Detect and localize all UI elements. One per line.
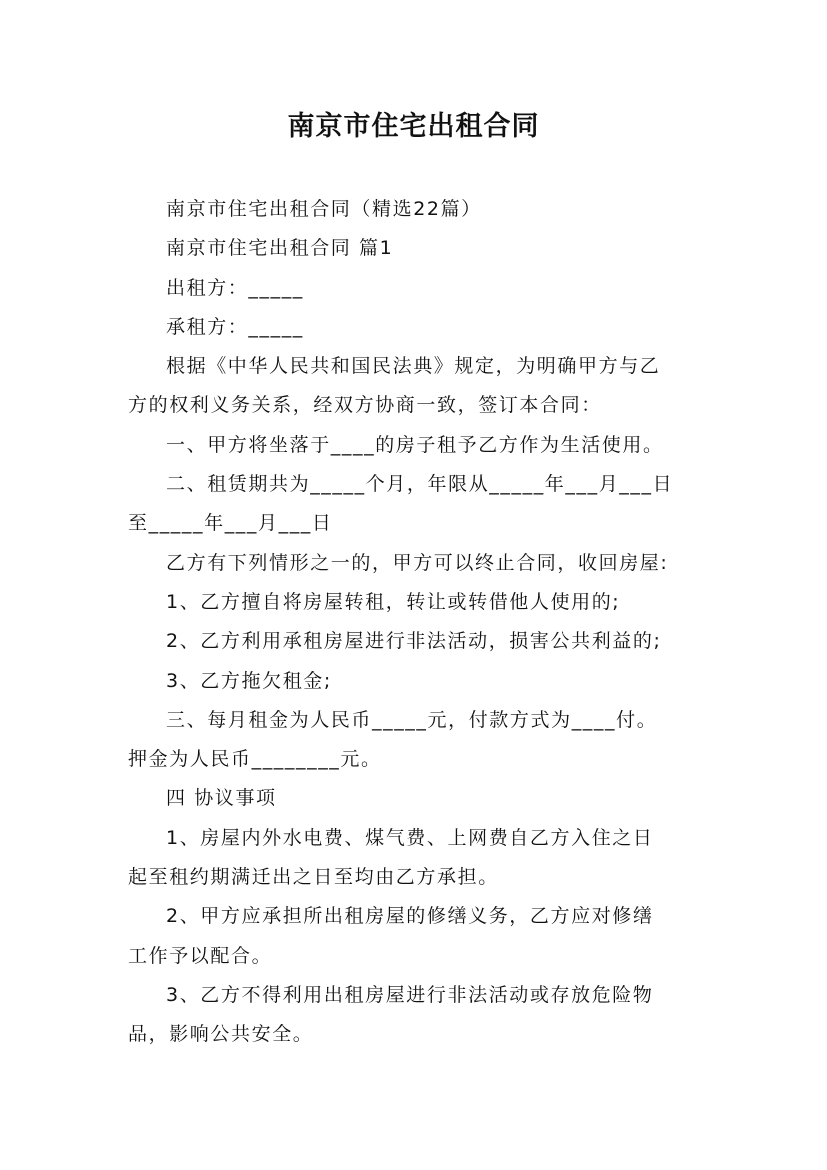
paragraph-line: 出租方：_____: [166, 276, 304, 299]
paragraph-line: 方的权利义务关系，经双方协商一致，签订本合同：: [128, 394, 602, 417]
paragraph-line: 工作予以配合。: [128, 944, 273, 967]
paragraph-line: 2、甲方应承担所出租房屋的修缮义务，乙方应对修缮: [166, 905, 654, 928]
paragraph-line: 根据《中华人民共和国民法典》规定，为明确甲方与乙: [166, 355, 661, 378]
paragraph-line: 2、乙方利用承租房屋进行非法活动，损害公共利益的;: [166, 630, 662, 653]
paragraph-line: 南京市住宅出租合同 篇1: [166, 237, 394, 260]
paragraph-line: 品，影响公共安全。: [128, 1023, 314, 1046]
paragraph-line: 一、甲方将坐落于____的房子租予乙方作为生活使用。: [166, 433, 664, 456]
paragraph-line: 至_____年___月___日: [128, 512, 333, 535]
paragraph-line: 四 协议事项: [166, 787, 277, 810]
paragraph-line: 1、乙方擅自将房屋转租，转让或转借他人使用的;: [166, 590, 621, 613]
paragraph-line: 3、乙方不得利用出租房屋进行非法活动或存放危险物: [166, 983, 654, 1006]
document-title: 南京市住宅出租合同: [287, 111, 540, 142]
paragraph-line: 三、每月租金为人民币_____元，付款方式为____付。: [166, 708, 658, 731]
paragraph-line: 起至租约期满迁出之日至均由乙方承担。: [128, 866, 499, 889]
paragraph-line: 押金为人民币________元。: [128, 748, 382, 771]
paragraph-line: 3、乙方拖欠租金;: [166, 669, 332, 692]
document-body: [128, 190, 708, 1055]
paragraph-line: 乙方有下列情形之一的，甲方可以终止合同，收回房屋:: [166, 551, 669, 574]
paragraph-line: 1、房屋内外水电费、煤气费、上网费自乙方入住之日: [166, 826, 654, 849]
paragraph-line: 承租方：_____: [166, 315, 304, 338]
paragraph-line: 南京市住宅出租合同（精选22篇）: [166, 198, 482, 220]
paragraph-line: 二、租赁期共为_____个月，年限从_____年___月___日: [166, 473, 674, 496]
